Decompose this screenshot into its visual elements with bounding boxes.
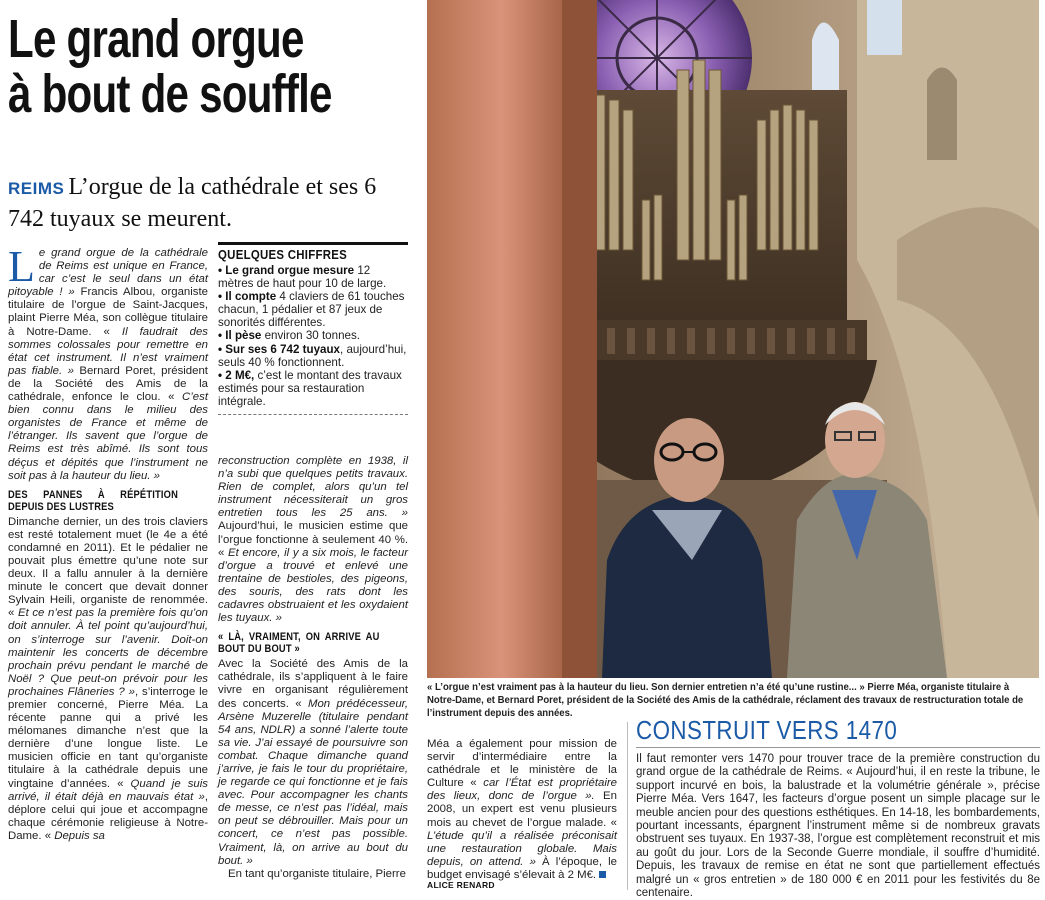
- text: En 2008, un expert est venu plusieurs mois au chevet de l’orgue malade. «: [427, 790, 617, 829]
- location-tag: REIMS: [8, 179, 65, 198]
- quote: Depuis sa: [51, 829, 105, 842]
- figures-item: • Sur ses 6 742 tuyaux, aujourd’hui, seuls 40 % fonctionnent.: [218, 342, 407, 369]
- dropcap: L: [8, 242, 35, 291]
- figures-box-title: QUELQUES CHIFFRES: [218, 247, 348, 262]
- figures-item: • Il pèse environ 30 tonnes.: [218, 329, 360, 343]
- text: , déplore celui qui joue et accompagne chaque cérémonie religieuse à Notre-Dame. «: [8, 790, 208, 842]
- text: Aujourd’hui, le musicien estime que l’orgue fonctionne à seulement 40 %. «: [218, 520, 408, 559]
- quote: Mon prédécesseur, Arsène Muzerelle (titulaire pendant 54 ans, NDLR) a sonné l’alerte toute sa vie. J’ai essayé de poursuivre son combat. Chaque dimanche quand j’arrive, je fais le tour du propriétaire, je regarde ce qui fonctionne et je fais avec. Pour accompagner les chants de messe, ce n’est pas l’idéal, mais on peut se débrouiller. Mais pour un concert, ce n’est pas possible. Vraiment, là, on arrive au bout du bout. »: [218, 697, 409, 867]
- deck-text: L’orgue de la cathédrale et ses 6 742 tuyaux se meurent.: [8, 174, 377, 232]
- paragraph: [218, 455, 408, 625]
- quote: car l’État est propriétaire des lieux, donc de l’orgue ».: [427, 777, 617, 803]
- blue-square-icon: [599, 871, 606, 878]
- article-column-3: [427, 738, 617, 882]
- deck: [8, 172, 418, 234]
- figures-item: • Le grand orgue mesure 12 mètres de haut pour 10 de large.: [218, 264, 387, 291]
- paragraph-intro: [8, 242, 208, 483]
- quote: Et encore, il y a six mois, le facteur d’orgue a trouvé et enlevé une trentaine de bestioles, des pigeons, des souris, des rats dont les cadavres obstruaient et les oxydaient les tuyaux. »: [218, 546, 408, 625]
- quote: Et ce n’est pas la première fois qu’on doit annuler. À tel point qu’aujourd’hui, on s’interroge sur l’avenir. Doit-on maintenir les concerts de décembre prochain prévu pendant le marché de Noël ? Que peut-on prévoir pour les prochaines Flâneries ? »: [8, 607, 208, 698]
- paragraph: [8, 516, 208, 843]
- headline: [8, 9, 332, 124]
- paragraph: [427, 738, 617, 882]
- article-column-2: [218, 455, 408, 881]
- text: , s’interroge le premier concerné, Pierre Méa. La récente panne qui a privé les mélomanes dimanche n’est que la dernière d’une longue liste. Le musicien officie en tant qu’organiste titulaire à la cathédrale depuis une vingtaine d’années. «: [8, 685, 208, 790]
- headline-line-2: à bout de souffle: [8, 64, 332, 124]
- subheading: DES PANNES À RÉPÉTITION DEPUIS DES LUSTRES: [8, 488, 178, 513]
- quote: Quand je suis arrivé, il était déjà en mauvais état »: [8, 777, 208, 803]
- figures-box: [218, 242, 408, 415]
- history-box: [636, 716, 1040, 900]
- paragraph: [218, 868, 408, 881]
- quote: L’étude qu’il a réalisée préconisait une restauration globale. Mais depuis, on attend. »: [427, 829, 617, 868]
- figures-item: • 2 M€, c’est le montant des travaux estimés pour sa restauration intégrale.: [218, 368, 402, 408]
- text: En tant qu’organiste titulaire, Pierre: [228, 867, 406, 880]
- headline-line-1: Le grand orgue: [8, 9, 304, 69]
- text: À l’époque, le budget envisagé s’élevait à 2 M€.: [427, 855, 617, 881]
- caption-quote: « L’orgue n’est vraiment pas à la hauteur du lieu. Son dernier entretien n’a été qu’une rustine... »: [427, 682, 865, 693]
- figures-item: • Il compte 4 claviers de 61 touches chacun, 1 pédalier et 87 jeux de sonorités différentes.: [218, 290, 405, 330]
- history-box-text: Il faut remonter vers 1470 pour trouver trace de la première construction du grand orgue de la cathédrale de Reims. « Aujourd’hui, il en reste la tribune, le support incurvé en bois, la balustrade et la volumétrie générale », précise Pierre Méa. Vers 1647, les facteurs d’orgue posent un simple placage sur le meuble ancien pour des questions esthétiques. En 14-18, les bombardements, pourtant incessants, épargnent l’instrument même si de nombreux gravats obstruent ses tuyaux. En 1937-38, l’orgue est complètement reconstruit et mis au goût du jour. Lors de la Seconde Guerre mondiale, il souffre d’humidité. Depuis, les travaux de remise en état ne sont que partiellement effectués malgré un « gros entretien » de 180 000 € en 2011 pour les festivités du 8e centenaire.: [636, 753, 1040, 900]
- paragraph: [218, 658, 408, 868]
- history-box-title: CONSTRUIT VERS 1470: [636, 716, 1040, 748]
- cathedral-organ-photo: [427, 0, 1039, 678]
- quote: C’est bien connu dans le milieu des organistes de France et même de l’étranger. Ils savent que l’orgue de Reims est très abîmé. Ils sont tous déçus et dépités que l’instrument ne soit pas à la hauteur du lieu. »: [8, 391, 208, 482]
- caption-text: Pierre Méa, organiste titulaire à Notre-Dame, et Bernard Poret, président de la Société des Amis de la cathédrale, réclament des travaux de restructuration totale de l’instrument depuis des années.: [427, 682, 1024, 719]
- quote: e grand orgue de la cathédrale de Reims est unique en France, car c’est le seul dans un état pitoyable ! »: [8, 247, 208, 299]
- article-column-1: [8, 242, 208, 843]
- text: Dimanche dernier, un des trois claviers est resté totalement muet (le 4e a été condamné en 2011). Et le pédalier ne pouvait plus émettre qu’une note sur deux. Il a fallu annuler à la dernière minute le concert que devait donner Sylvain Heili, organiste de renommée. «: [8, 515, 208, 620]
- column-divider: [627, 722, 628, 890]
- quote: Il faudrait des sommes colossales pour remettre en état cet instrument. Il n’est vraiment pas fiable. »: [8, 325, 208, 377]
- text: Avec la Société des Amis de la cathédrale, ils s’appliquent à le faire vivre en organisant régulièrement des concerts. «: [218, 658, 408, 710]
- box-divider: [218, 414, 408, 415]
- text: Francis Albou, organiste titulaire de l’orgue de Saint-Jacques, plaint Pierre Méa, son collègue titulaire à Notre-Dame. «: [8, 286, 208, 338]
- author-credit: ALICE RENARD: [427, 880, 495, 890]
- text: Méa a également pour mission de servir d’intermédiaire entre la cathédrale et le ministère de la Culture «: [427, 738, 617, 790]
- subheading: « LÀ, VRAIMENT, ON ARRIVE AU BOUT DU BOUT »: [218, 631, 380, 656]
- text: Bernard Poret, président de la Société des Amis de la cathédrale, enfonce le clou. «: [8, 364, 208, 404]
- quote: reconstruction complète en 1938, il n’a subi que quelques petits travaux. Rien de complet, alors qu’un tel instrument nécessiterait un gros entretien tous les 25 ans. »: [218, 455, 408, 520]
